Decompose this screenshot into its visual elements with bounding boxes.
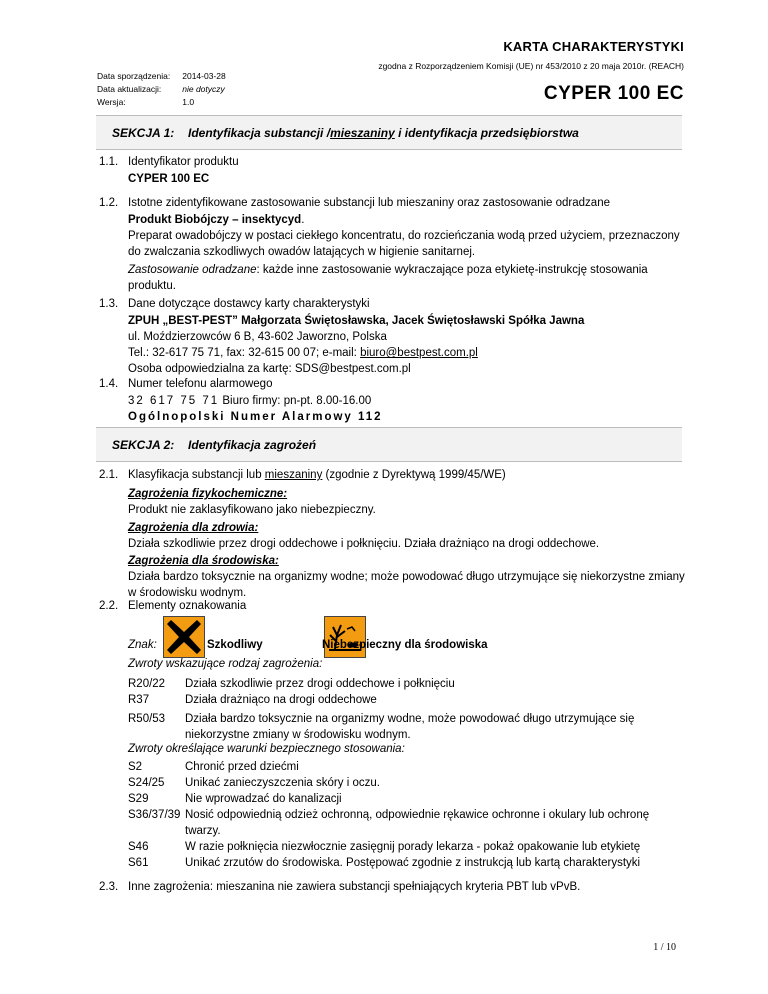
email-link[interactable]: biuro@bestpest.com.pl — [360, 347, 478, 360]
safety-phrase: S61 Unikać zrzutów do środowiska. Postępować zgodnie z instrukcją lub kartą charakterystyki — [128, 857, 641, 869]
section-number: SEKCJA 2: — [112, 438, 175, 452]
meta-value: 2014-03-28 — [182, 71, 226, 81]
meta-label: Data sporządzenia: — [97, 71, 171, 81]
section-title: Identyfikacja zagrożeń — [188, 438, 317, 452]
safety-phrase: S36/37/39 Nosić odpowiednią odzież ochronną, odpowiednie rękawice ochronne i okulary lub ochronę twarzy. — [128, 809, 650, 838]
safety-phrase: S29 Nie wprowadzać do kanalizacji — [128, 793, 342, 805]
national-emergency-number: Ogólnopolski Numer Alarmowy 112 — [128, 411, 383, 424]
subsection-2-1: 2.1. Klasyfikacja substancji lub mieszaniny (zgodnie z Dyrektywą 1999/45/WE) — [99, 469, 506, 481]
harmful-label: Szkodliwy — [207, 639, 263, 651]
responsible-person: Osoba odpowiedzialna za kartę: SDS@bestpest.com.pl — [128, 363, 411, 376]
environment-hazard-label: Niebezpieczny dla środowiska — [322, 639, 488, 651]
intended-use: Produkt Biobójczy – insektycyd. Preparat owadobójczy w postaci ciekłego koncentratu, do rozcieńczania wodą przed użyciem, przeznaczony do zwalczania szkodliwych owadów latających w higienie sanitarnej. — [128, 214, 680, 259]
regulation-note: zgodna z Rozporządzeniem Komisji (UE) nr 453/2010 z 20 maja 2010r. (REACH) — [378, 61, 684, 71]
company-address: ul. Moździerzowców 6 B, 43-602 Jaworzno, Polska — [128, 331, 387, 344]
subsection-2-3: 2.3. Inne zagrożenia: mieszanina nie zawiera substancji spełniających kryteria PBT lub vPvB. — [99, 881, 581, 893]
subsection-1-1: 1.1. Identyfikator produktu — [99, 156, 239, 168]
subsection-2-2: 2.2. Elementy oznakowania — [99, 600, 247, 612]
section-2-header — [96, 427, 682, 462]
company-name: ZPUH „BEST-PEST” Małgorzata Świętosławska, Jacek Świętosławski Spółka Jawna — [128, 315, 585, 327]
meta-value: 1.0 — [182, 97, 195, 107]
safety-phrase: S46 W razie połknięcia niezwłocznie zasięgnij porady lekarza - pokaż opakowanie lub etykietę — [128, 841, 641, 853]
section-number: SEKCJA 1: — [112, 126, 175, 140]
risk-phrase: R50/53 Działa bardzo toksycznie na organizmy wodne, może powodować długo utrzymujące się niekorzystne zmiany w środowisku wodnym. — [128, 713, 635, 742]
uses-advised-against: Zastosowanie odradzane: każde inne zastosowanie wykraczające poza etykietę-instrukcję stosowania produktu. — [128, 264, 648, 293]
safety-phrase: S2 Chronić przed dziećmi — [128, 761, 299, 773]
supplier-details: ZPUH „BEST-PEST” Małgorzata Świętosławska, Jacek Świętosławski Spółka Jawna ul. Moździerzowców 6 B, 43-602 Jaworzno, Polska Tel.: 32-617 75 71, fax: 32-615 00 07; e-mail: biuro@bestpest.com.pl Osoba odpowiedzialna za kartę: SDS@bestpest.com.pl — [128, 315, 585, 376]
subsection-1-2: 1.2. Istotne zidentyfikowane zastosowanie substancji lub mieszaniny oraz zastosowanie odradzane — [99, 197, 610, 209]
physchem-hazards: Zagrożenia fizykochemiczne: Produkt nie zaklasyfikowano jako niebezpieczny. — [128, 488, 376, 517]
emergency-phone: 32 617 75 71 Biuro firmy: pn-pt. 8.00-16.00 Ogólnopolski Numer Alarmowy 112 — [128, 395, 383, 424]
meta-value: nie dotyczy — [182, 84, 225, 94]
product-identifier: CYPER 100 EC — [128, 173, 210, 185]
risk-phrase: R20/22 Działa szkodliwie przez drogi oddechowe i połknięciu — [128, 678, 455, 690]
product-name: CYPER 100 EC — [543, 83, 684, 104]
subsection-1-3: 1.3. Dane dotyczące dostawcy karty charakterystyki — [99, 298, 370, 310]
environmental-hazards: Zagrożenia dla środowiska: Działa bardzo toksycznie na organizmy wodne; może powodować długo utrzymujące się niekorzystne zmiany w środowisku wodnym. — [128, 555, 685, 600]
risk-phrases-heading: Zwroty wskazujące rodzaj zagrożenia: — [128, 658, 323, 670]
document-title: KARTA CHARAKTERYSTYKI — [503, 39, 684, 54]
meta-label: Wersja: — [97, 97, 126, 107]
safety-phrases-heading: Zwroty określające warunki bezpiecznego stosowania: — [128, 743, 405, 755]
risk-phrase: R37 Działa drażniąco na drogi oddechowe — [128, 694, 377, 706]
health-hazards: Zagrożenia dla zdrowia: Działa szkodliwie przez drogi oddechowe i połknięciu. Działa drażniąco na drogi oddechowe. — [128, 522, 600, 551]
document-meta — [97, 70, 238, 109]
meta-label: Data aktualizacji: — [97, 84, 162, 94]
safety-phrase: S24/25 Unikać zanieczyszczenia skóry i oczu. — [128, 777, 380, 789]
section-1-header — [96, 115, 682, 150]
harmful-x-icon — [163, 616, 205, 658]
section-title: Identyfikacja substancji /mieszaniny i identyfikacja przedsiębiorstwa — [188, 126, 579, 140]
hazard-symbol-label: Znak: — [128, 639, 157, 651]
page-number: 1 / 10 — [653, 942, 676, 953]
subsection-1-4: 1.4. Numer telefonu alarmowego — [99, 378, 273, 390]
